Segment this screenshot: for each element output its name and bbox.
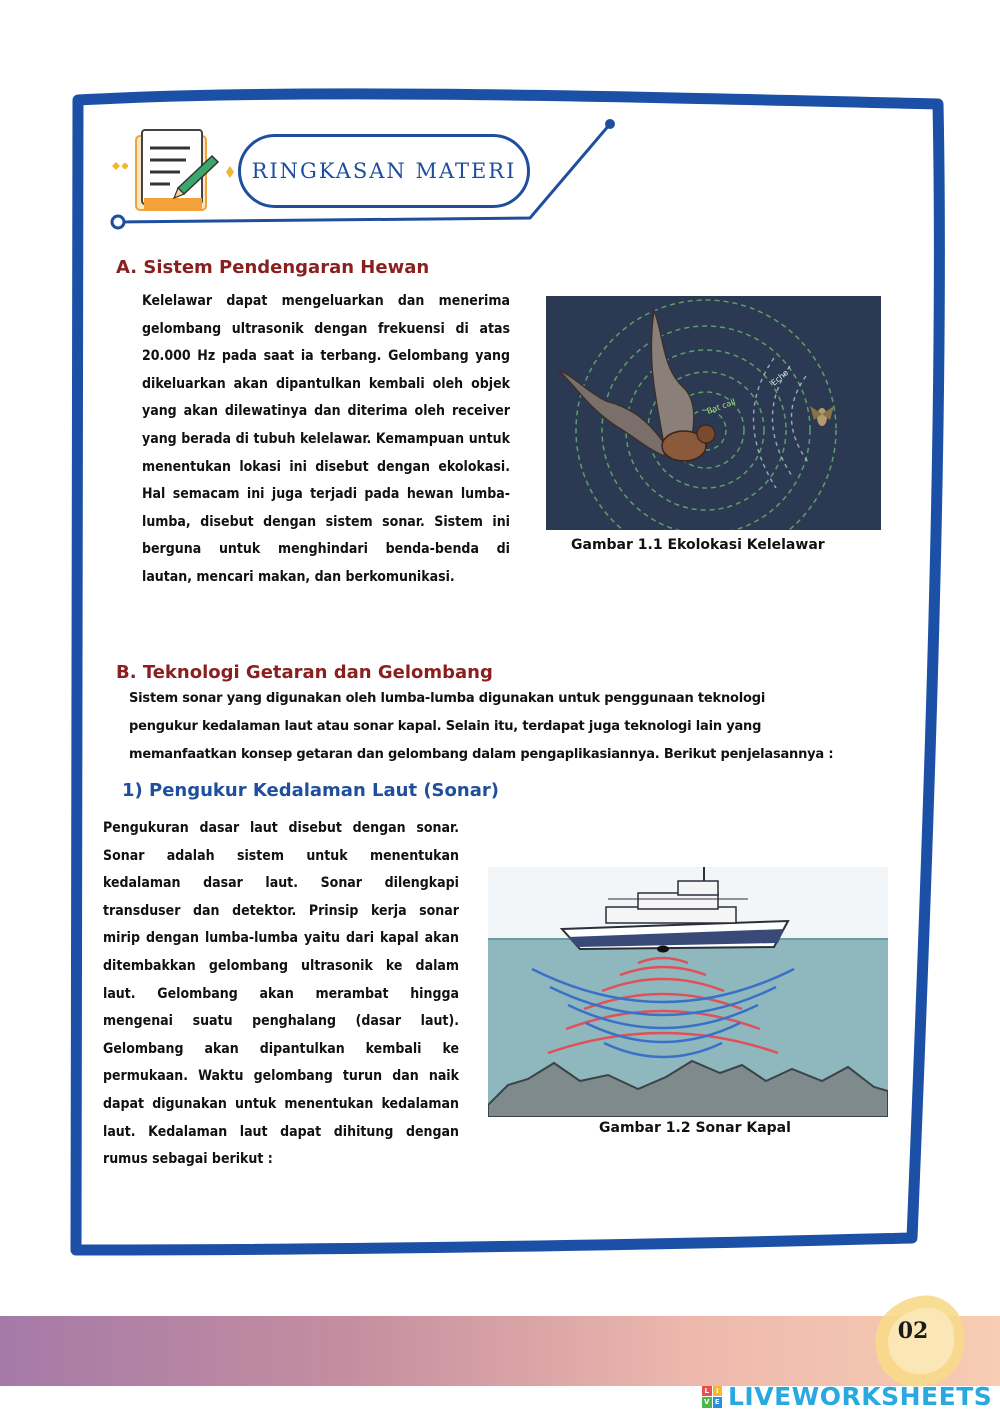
section-b-line-3: memanfaatkan konsep getaran dan gelombang dalam pengaplikasiannya. Berikut penjelasannya : <box>129 747 834 762</box>
sonar-paragraph: Pengukuran dasar laut disebut dengan sonar. Sonar adalah sistem untuk menentukan kedalaman dasar laut. Sonar dilengkapi transduser dan detektor. Prinsip kerja sonar mirip dengan lumba-lumba yaitu dari kapal akan ditembakkan gelombang ultrasonik ke dalam laut. Gelombang akan merambat hingga mengenai suatu penghalang (dasar laut). Gelombang akan dipantulkan kembali ke permukaan. Waktu gelombang turun dan naik dapat digunakan untuk menentukan kedalaman laut. Kedalaman laut dapat dihitung dengan rumus sebagai berikut : <box>103 820 459 1168</box>
liveworksheets-logo[interactable] <box>702 1382 992 1411</box>
section-a-paragraph: Kelelawar dapat mengeluarkan dan menerima gelombang ultrasonik dengan frekuensi di atas 20.000 Hz pada saat ia terbang. Gelombang yang dikeluarkan akan dipantulkan kembali oleh objek yang akan dilewatinya dan diterima oleh receiver yang berada di tubuh kelelawar. Kemampuan untuk menentukan lokasi ini disebut dengan ekolokasi. Hal semacam ini juga terjadi pada hewan lumba-lumba, disebut dengan sistem sonar. Sistem ini berguna untuk menghindari benda-benda di lautan, mencari makan, dan berkomunikasi. <box>142 293 510 585</box>
section-b-line-2: pengukur kedalaman laut atau sonar kapal. Selain itu, terdapat juga teknologi lain yang <box>129 719 762 734</box>
liveworksheets-brand: LIVEWORKSHEETS <box>728 1382 993 1411</box>
section-b-heading: B. Teknologi Getaran dan Gelombang <box>116 662 493 683</box>
bat-echolocation-illustration <box>546 296 881 530</box>
page-number: 02 <box>897 1318 929 1344</box>
section-a-heading: A. Sistem Pendengaran Hewan <box>116 257 430 278</box>
notepad-pencil-icon <box>108 126 238 222</box>
bat-echolocation-figure <box>546 296 881 530</box>
figure-2-caption: Gambar 1.2 Sonar Kapal <box>599 1120 791 1136</box>
ship-sonar-illustration <box>488 867 888 1117</box>
section-b-line-1: Sistem sonar yang digunakan oleh lumba-lumba digunakan untuk penggunaan teknologi <box>129 691 766 706</box>
sonar-subheading: 1) Pengukur Kedalaman Laut (Sonar) <box>122 780 499 801</box>
liveworksheets-icon: L I V E <box>702 1386 722 1408</box>
bat-call-label: Bat call <box>705 397 737 416</box>
page-title: RINGKASAN MATERI <box>238 134 530 208</box>
footer-bar <box>0 1316 1000 1386</box>
figure-1-caption: Gambar 1.1 Ekolokasi Kelelawar <box>571 537 825 553</box>
ship-sonar-figure <box>488 867 888 1117</box>
echo-label: Echo <box>769 368 791 388</box>
